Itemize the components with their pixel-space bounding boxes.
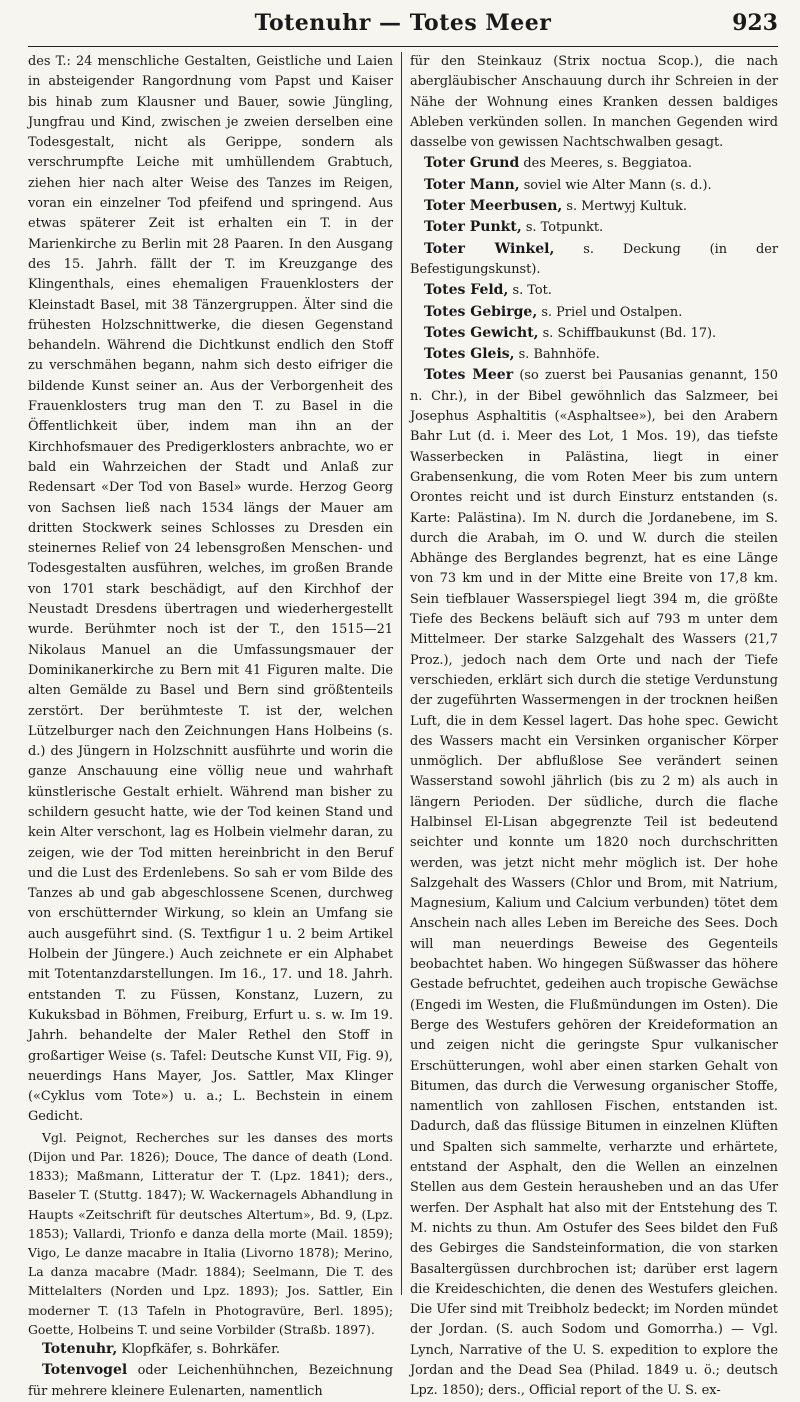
entry-totes-feld — [410, 280, 778, 301]
entry-text: soviel wie Alter Mann (s. d.). — [523, 177, 712, 193]
entry-totes-gewicht — [410, 323, 778, 344]
entry-text: s. Bahnhöfe. — [518, 347, 600, 363]
entry-totenvogel — [28, 1360, 393, 1402]
entry-text: s. Totpunkt. — [525, 220, 604, 236]
left-column — [28, 52, 393, 1399]
entry-text: s. Tot. — [512, 283, 552, 299]
entry-totenuhr — [28, 1339, 393, 1360]
entry-headword: Totes Gleis, — [424, 346, 515, 363]
entry-text: des Meeres, s. Beggiatoa. — [523, 156, 692, 172]
entry-text: Klopfkäfer, s. Bohrkäfer. — [121, 1341, 281, 1357]
column-divider — [401, 52, 402, 1295]
entry-text: s. Deckung (in der Befestigungskunst). — [410, 241, 778, 277]
entry-toter-meerbusen — [410, 196, 778, 217]
entry-toter-punkt — [410, 217, 778, 238]
entry-toter-mann — [410, 175, 778, 196]
page-header — [28, 0, 778, 44]
entry-headword: Totes Gewicht, — [424, 324, 539, 341]
running-title: Totenuhr — Totes Meer — [254, 10, 552, 36]
entry-headword: Toter Grund — [424, 155, 520, 172]
entry-totes-meer — [410, 365, 778, 1401]
entry-headword: Totes Gebirge, — [424, 303, 538, 320]
entry-headword: Totes Meer — [424, 367, 514, 384]
entry-headword: Toter Winkel, — [424, 240, 555, 257]
entry-toter-winkel — [410, 239, 778, 281]
entry-text: oder Leichenhühnchen, Bezeichnung für mehrere kleinere Eulenarten, namentlich — [28, 1363, 393, 1399]
entry-headword: Toter Mann, — [424, 176, 520, 193]
entry-totes-gleis — [410, 344, 778, 365]
right-column — [410, 52, 778, 1399]
entry-toter-grund — [410, 153, 778, 174]
text-paragraph: des T.: 24 menschliche Gestalten, Geistliche und Laien in absteigender Rangordnung vom Papst und Kaiser bis hinab zum Klausner und Bauer, sowie Jüngling, Jungfrau und Kind, zwischen je zweien derselben eine Todesgestalt, nicht als Gerippe, sondern als verschrumpfte Leiche mit umhüllendem Grabtuch, ziehen hier nach alter Weise des Tanzes im Reigen, voran ein einzelner Tod pfeifend und springend. Aus etwas späterer Zeit ist erhalten ein T. in der Marienkirche zu Berlin mit 28 Paaren. In den Ausgang des 15. Jahrh. fällt der T. im Kreuzgange des Klingenthals, eines ehemaligen Frauenklosters der Kleinstadt Basel, mit 38 Tänzergruppen. Älter sind die frühesten Holzschnittwerke, die diesen Gegenstand behandeln. Während die Dichtkunst endlich den Stoff zu verschmähen begann, nahm sich desto eifriger die bildende Kunst seiner an. Aus der Verborgenheit des Frauenklosters trug man den T. zu Basel in die Öffentlichkeit über, indem man ihn an der Kirchhofsmauer des Predigerklosters anbrachte, wo er bald ein Wahrzeichen der Stadt und Anlaß zur Redensart «Der Tod von Basel» wurde. Herzog Georg von Sachsen ließ nach 1534 längs der Mauer am dritten Stockwerk seines Schlosses zu Dresden ein steinernes Relief von 24 lebensgroßen Menschen- und Todesgestalten ausführen, welches, im großen Brande von 1701 stark beschädigt, auf den Kirchhof der Neustadt Dresdens übertragen und wiederhergestellt wurde. Berühmter noch ist der T., den 1515—21 Nikolaus Manuel an die Umfassungsmauer der Dominikanerkirche zu Bern mit 41 Figuren malte. Die alten Gemälde zu Basel und Bern sind größtenteils zerstört. Der berühmteste T. ist der, welchen Lützelburger nach den Zeichnungen Hans Holbeins (s. d.) des Jüngern in Holzschnitt ausführte und worin die ganze Anschauung eine völlig neue und wahrhaft künstlerische Gestalt erhielt. Während man bisher zu schildern gesucht hatte, wie der Tod keinen Stand und kein Alter verschont, lag es Holbein vielmehr daran, zu zeigen, wie der Tod mitten hereinbricht in den Beruf und die Lust des Erdenlebens. So sah er vom Bilde des Tanzes ab und gab abgeschlossene Scenen, durchweg von erschütternder Wirkung, so klein an Umfang sie auch ausgeführt sind. (S. Textfigur 1 u. 2 beim Artikel Holbein der Jüngere.) Auch zeichnete er ein Alphabet mit Totentanzdarstellungen. Im 16., 17. und 18. Jahrh. entstanden T. zu Füssen, Konstanz, Luzern, zu Kukuksbad in Böhmen, Freiburg, Erfurt u. s. w. Im 19. Jahrh. behandelte der Maler Rethel den Stoff in großartiger Weise (s. Tafel: Deutsche Kunst VII, Fig. 9), neuerdings Hans Mayer, Jos. Sattler, Max Klinger («Cyklus vom Tote») u. a.; L. Bechstein in einem Gedicht. — [28, 54, 393, 1125]
entry-headword: Toter Meerbusen, — [424, 198, 563, 215]
entry-headword: Toter Punkt, — [424, 219, 522, 236]
entry-headword: Totenuhr, — [42, 1340, 118, 1357]
entry-text: s. Schiffbaukunst (Bd. 17). — [542, 325, 717, 341]
entry-text: (so zuerst bei Pausanias genannt, 150 n. Chr.), in der Bibel gewöhnlich das Salzmeer, bei Josephus Asphaltitis («Asphaltsee»), bei den Arabern Bahr Lut (d. i. Meer des Lot, 1 Mos. 19), das tiefste Wasserbecken in Palästina, liegt in einer Grabensenkung, die vom Roten Meer bis zum untern Orontes reicht und ist durch Einsturz entstanden (s. Karte: Palästina). Im N. durch die Jordanebene, im S. durch die Arabah, im O. und W. durch die steilen Abhänge des Berglandes begrenzt, hat es eine Länge von 73 km und in der Mitte eine Breite von 17,8 km. Sein tiefblauer Wasserspiegel liegt 394 m, die größte Tiefe des Beckens beläuft sich auf 793 m unter dem Mittelmeer. Der starke Salzgehalt des Wassers (21,7 Proz.), jedoch nach dem Orte und nach der Tiefe verschieden, erklärt sich durch die stetige Verdunstung der zugeführten Wassermengen in der trocknen heißen Luft, die in dem Kessel lagert. Das hohe spec. Gewicht des Wassers macht ein Versinken organischer Körper unmöglich. Der abflußlose See verändert seinen Wasserstand sowohl jährlich (bis zu 2 m) als auch in längern Perioden. Der südliche, durch die flache Halbinsel El-Lisan abgegrenzte Teil ist bedeutend seichter und konnte um 1820 noch durchschritten werden, was jetzt nicht mehr möglich ist. Der hohe Salzgehalt des Wassers (Chlor und Brom, mit Natrium, Magnesium, Kalium und Calcium verbunden) tötet dem Anschein nach alles Leben im Bereiche des Sees. Doch will man neuerdings Beweise des Gegenteils beobachtet haben. Wo hingegen Süßwasser das höhere Gestade befruchtet, gedeihen auch tropische Gewächse (Engedi im Westen, die Flußmündungen im Osten). Die Berge des Westufers gehören der Kreideformation an und zeigen nicht die geringste Spur vulkanischer Erschütterungen, wohl aber einen starken Gehalt von Bitumen, das durch die Verwesung organischer Stoffe, namentlich von zahllosen Fischen, entstanden ist. Dadurch, daß das flüssige Bitumen in einzelnen Klüften und Spalten sich sammelte, verharzte und erhärtete, entstand der Asphalt, den die Wellen an einzelnen Stellen aus dem Gestein herausheben und an das Ufer werfen. Der Asphalt hat also mit der Entstehung des T. M. nichts zu thun. Am Ostufer des Sees bildet den Fuß des Gebirges die Sandsteinformation, die von starken Basaltergüssen durchbrochen ist; darüber erst lagern die Kreideschichten, die denen des Westufers gleichen. Die Ufer sind mit Treibholz bedeckt; im Norden mündet der Jordan. (S. auch Sodom und Gomorrha.) — Vgl. Lynch, Narrative of the U. S. expedition to explore the Jordan and the Dead Sea (Philad. 1849 u. ö.; deutsch Lpz. 1850); ders., Official report of the U. S. ex- — [410, 368, 778, 1399]
entry-totes-gebirge — [410, 302, 778, 323]
page-number: 923 — [732, 10, 778, 36]
bibliography-paragraph: Vgl. Peignot, Recherches sur les danses des morts (Dijon und Par. 1826); Douce, The dance of death (Lond. 1833); Maßmann, Litteratur der T. (Lpz. 1841); ders., Baseler T. (Stuttg. 1847); W. Wackernagels Abhandlung in Haupts «Zeitschrift für deutsches Altertum», Bd. 9, (Lpz. 1853); Vallardi, Trionfo e danza della morte (Mail. 1859); Vigo, Le danze macabre in Italia (Livorno 1878); Merino, La danza macabre (Madr. 1884); Seelmann, Die T. des Mittelalters (Norden und Lpz. 1893); Jos. Sattler, Ein moderner T. (13 Tafeln in Photogravüre, Berl. 1895); Goette, Holbeins T. und seine Vorbilder (Straßb. 1897). — [28, 1129, 393, 1337]
text-paragraph: für den Steinkauz (Strix noctua Scop.), die nach abergläubischer Anschauung durch ihr Schreien in der Nähe der Wohnung eines Kranken dessen baldiges Ableben verkünden sollen. In manchen Gegenden wird dasselbe von gewissen Nachtschwalben gesagt. — [410, 54, 778, 151]
entry-text: s. Priel und Ostalpen. — [541, 304, 683, 320]
entry-headword: Totes Feld, — [424, 282, 509, 299]
entry-headword: Totenvogel — [42, 1362, 128, 1379]
header-rule — [28, 46, 778, 47]
entry-text: s. Mertwyj Kultuk. — [566, 199, 687, 215]
